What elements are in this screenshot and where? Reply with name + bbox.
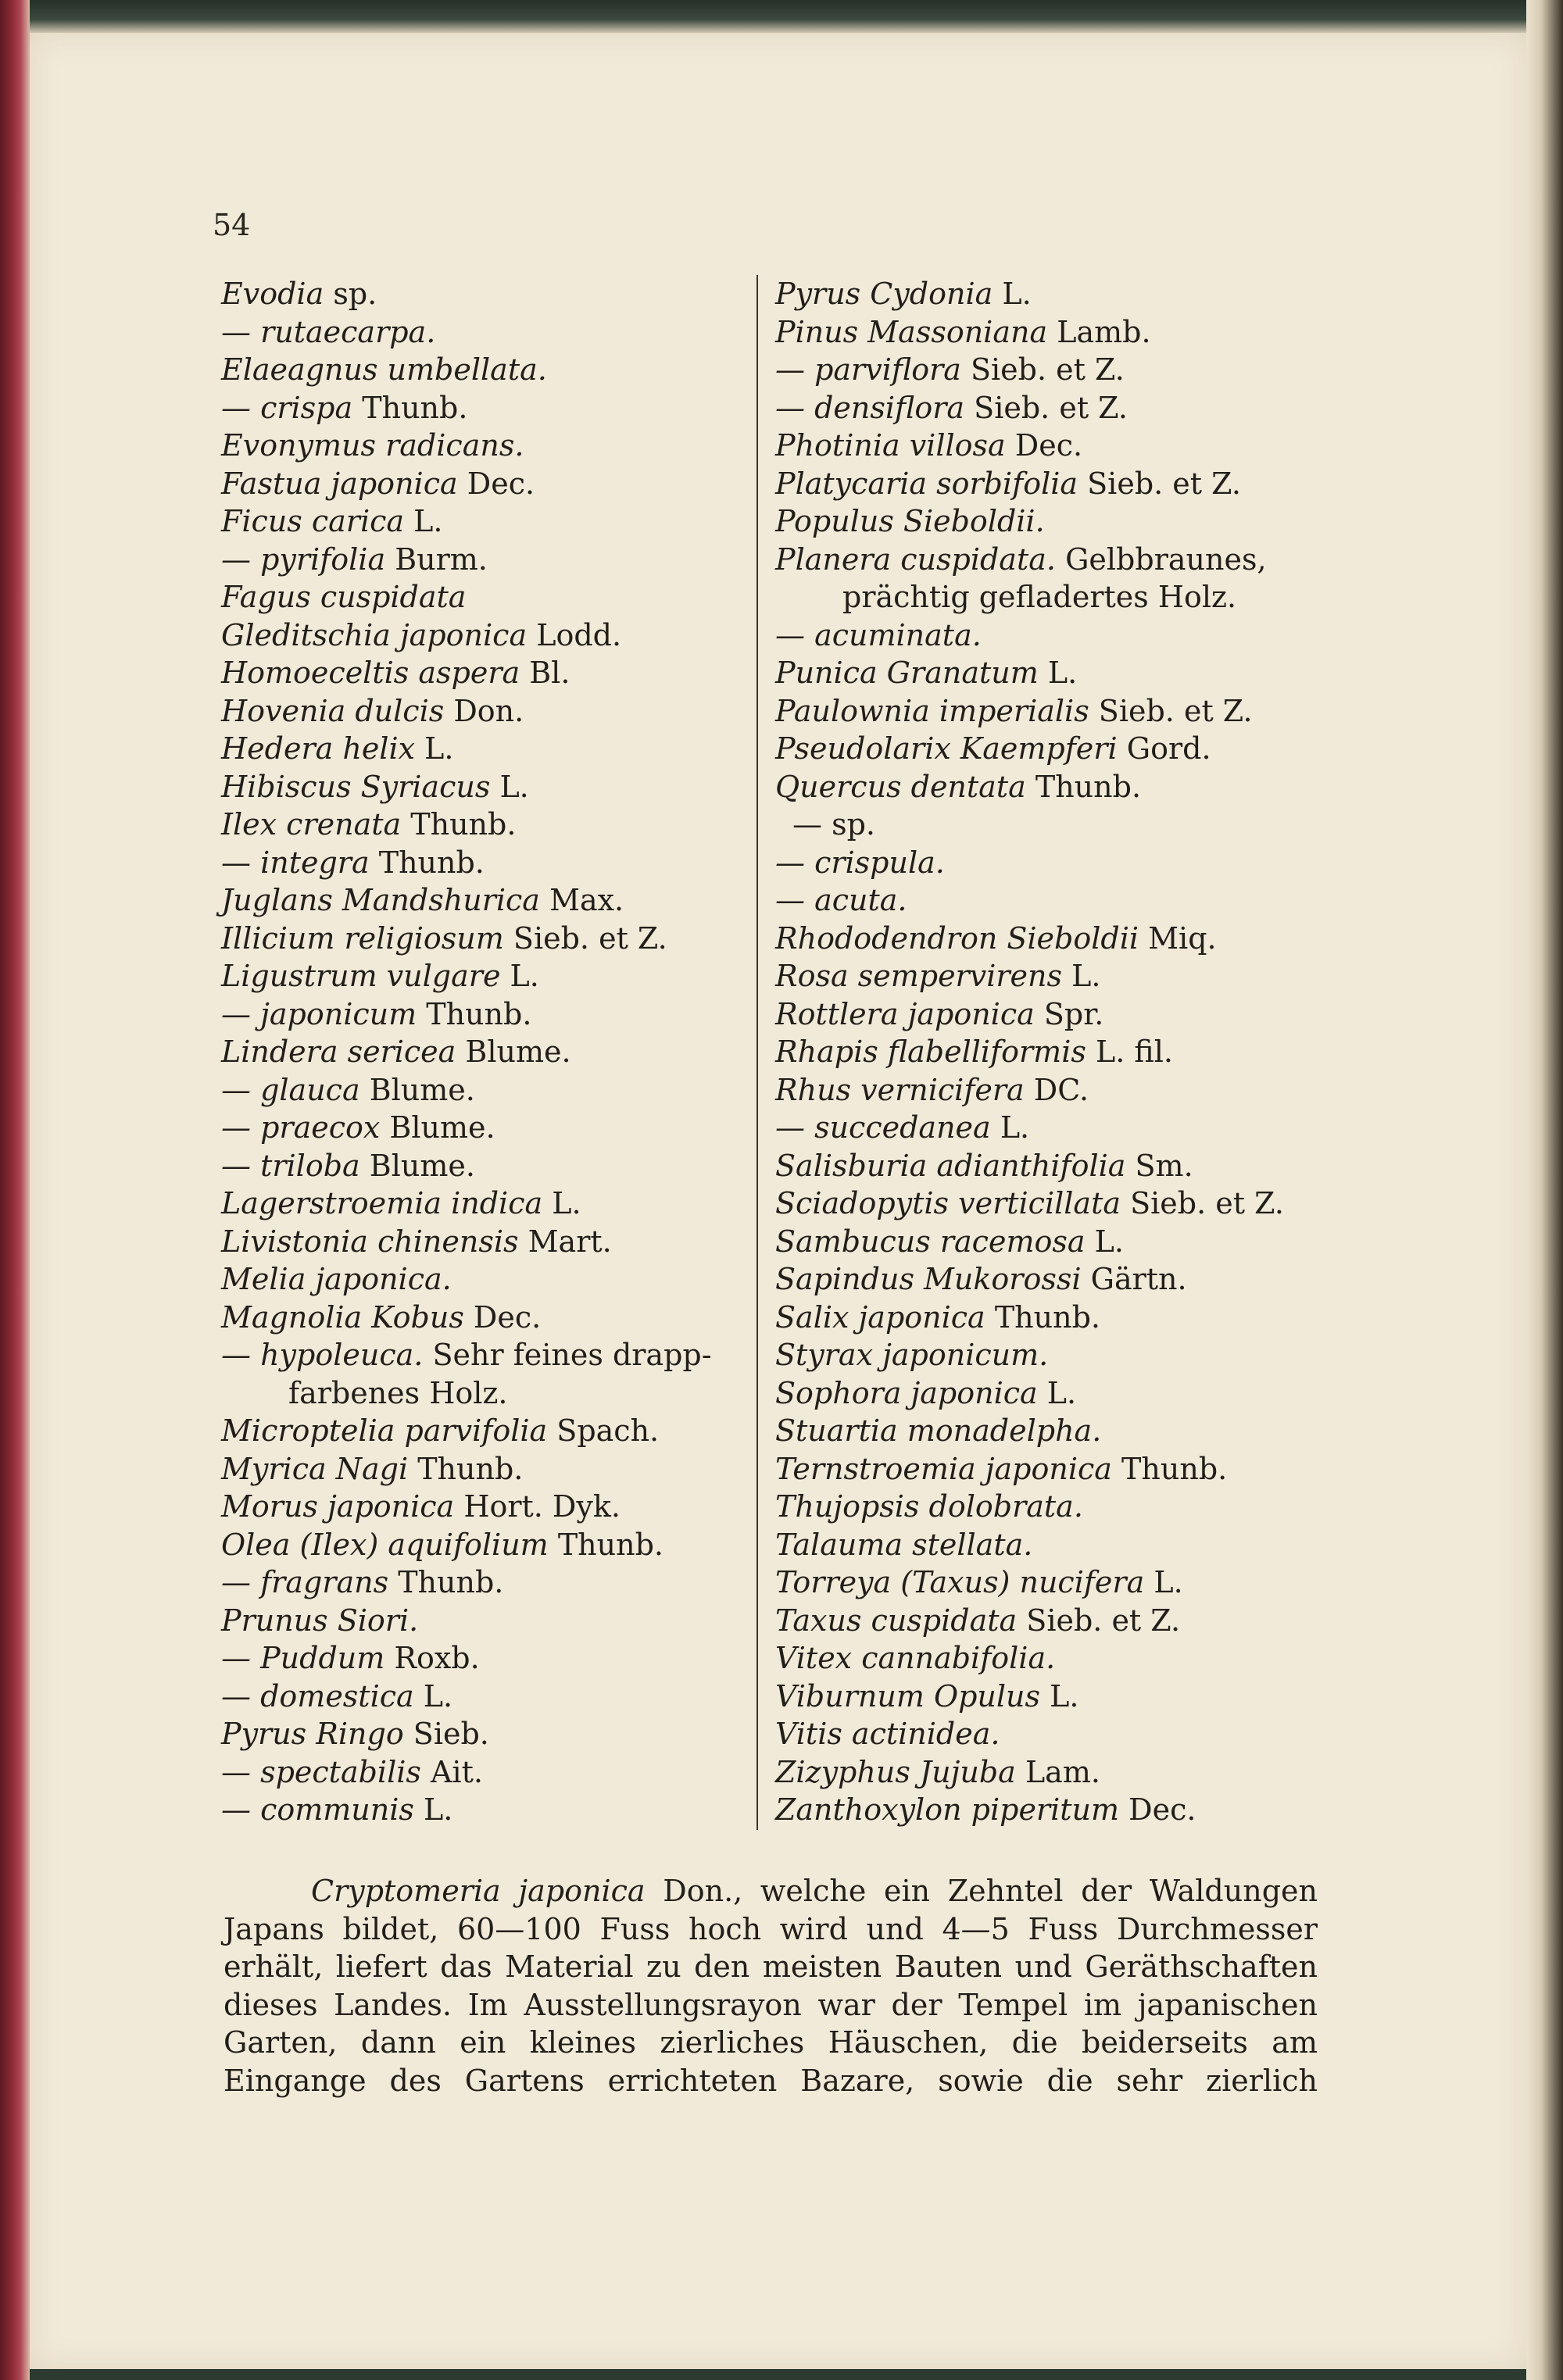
- species-author: L.: [1000, 1110, 1030, 1145]
- paragraph-line: dieses Landes. Im Ausstellungsrayon war der Tempel im japanischen: [224, 1987, 1318, 2022]
- species-entry: [775, 1526, 1284, 1564]
- species-entry: [221, 1260, 712, 1299]
- species-name: Prunus Siori.: [221, 1603, 419, 1638]
- species-entry: [221, 1033, 712, 1071]
- species-name: — densiflora: [775, 390, 965, 425]
- species-name: Sciadopytis verticillata: [775, 1186, 1121, 1220]
- species-entry: [775, 1563, 1284, 1602]
- species-name: Salisburia adianthifolia: [775, 1148, 1126, 1183]
- species-author: Thunb.: [1035, 769, 1142, 804]
- species-entry: [775, 1147, 1284, 1185]
- species-author: Blume.: [465, 1035, 571, 1069]
- species-name: — triloba: [221, 1148, 360, 1183]
- species-name: Rottlera japonica: [775, 996, 1035, 1031]
- species-entry: [221, 1678, 712, 1716]
- species-author: L.: [413, 504, 443, 538]
- species-author: Sieb.: [413, 1717, 489, 1751]
- species-entry: [775, 275, 1284, 313]
- species-entry: [775, 1071, 1284, 1110]
- species-author: Dec.: [1014, 428, 1083, 463]
- species-name: Viburnum Opulus: [775, 1678, 1041, 1714]
- species-author: L.: [1002, 277, 1032, 311]
- species-entry: [775, 1678, 1284, 1716]
- species-entry: [221, 541, 712, 579]
- species-entry: [775, 806, 1284, 844]
- species-name: Hedera helix: [221, 731, 416, 766]
- species-name: — communis: [221, 1792, 414, 1827]
- species-entry: [775, 1336, 1284, 1374]
- paragraph-line: Eingange des Gartens errichteten Bazare, sowie die sehr zierlich: [224, 2063, 1318, 2098]
- species-name: Evodia: [221, 277, 324, 311]
- species-name: Torreya (Taxus) nucifera: [775, 1565, 1145, 1599]
- species-name: Livistonia chinensis: [221, 1224, 519, 1259]
- species-author: Sieb. et Z.: [970, 352, 1125, 387]
- species-entry: [775, 389, 1284, 427]
- species-name: Punica Granatum: [775, 656, 1039, 690]
- species-name: Gleditschia japonica: [221, 617, 528, 652]
- species-name: — crispa: [221, 390, 353, 425]
- species-name: Morus japonica: [221, 1489, 455, 1524]
- species-name: — integra: [221, 845, 370, 880]
- species-author: L.: [1071, 959, 1101, 993]
- species-entry: [221, 1185, 712, 1223]
- species-entry: [221, 427, 712, 465]
- species-entry: [775, 654, 1284, 692]
- species-author: L.: [499, 769, 529, 804]
- species-name: Ficus carica: [221, 504, 405, 538]
- species-author: Gord.: [1126, 731, 1211, 766]
- paragraph-line: Japans bildet, 60—100 Fuss hoch wird und 4—5 Fuss Durchmesser: [224, 1911, 1318, 1946]
- species-name: Melia japonica.: [221, 1262, 452, 1296]
- species-author: Lam.: [1025, 1754, 1100, 1789]
- species-author: Blume.: [369, 1148, 475, 1183]
- species-author: L.: [424, 731, 454, 766]
- species-author: L.: [1094, 1224, 1124, 1259]
- species-name: Rosa sempervirens: [775, 959, 1062, 993]
- book-right-edge: [1526, 0, 1563, 2380]
- species-author: Burm.: [395, 541, 488, 577]
- species-entry: [775, 730, 1284, 768]
- species-name: — pyrifolia: [221, 541, 386, 577]
- species-name: — Puddum: [221, 1641, 385, 1675]
- species-name: Illicium religiosum: [221, 920, 504, 956]
- species-name: Pinus Massoniana: [775, 314, 1048, 349]
- book-top-edge: [0, 0, 1563, 33]
- species-entry: [775, 1753, 1284, 1792]
- species-entry: [221, 844, 712, 882]
- species-author: Dec.: [1128, 1792, 1196, 1827]
- species-author: Blume.: [389, 1110, 495, 1145]
- species-author: Thunb.: [426, 996, 532, 1031]
- species-author: Thunb.: [410, 807, 517, 842]
- species-author: Spach.: [556, 1413, 660, 1448]
- species-author: Lamb.: [1057, 314, 1151, 349]
- species-author: sp.: [333, 277, 377, 311]
- species-entry: [221, 881, 712, 920]
- species-author: Sieb. et Z.: [513, 920, 667, 956]
- species-entry: [221, 806, 712, 844]
- species-entry: [221, 275, 712, 313]
- species-author: Gelbbraunes,: [1065, 541, 1267, 577]
- species-name: Zizyphus Jujuba: [775, 1754, 1016, 1789]
- species-name: Microptelia parvifolia: [221, 1413, 548, 1448]
- species-name: Rhapis flabelliformis: [775, 1035, 1086, 1069]
- species-author: Sieb. et Z.: [1026, 1603, 1181, 1638]
- species-author: L.: [1153, 1565, 1183, 1599]
- species-name: Platycaria sorbifolia: [775, 466, 1078, 501]
- species-name: Sapindus Mukorossi: [775, 1262, 1082, 1296]
- species-author: Lodd.: [536, 617, 622, 652]
- species-name: Sambucus racemosa: [775, 1224, 1086, 1259]
- species-entry: [221, 1526, 712, 1564]
- paragraph-line-text: Don., welche ein Zehntel der Waldungen: [663, 1874, 1318, 1908]
- species-name: Lindera sericea: [221, 1035, 456, 1069]
- paragraph-lead-name: Cryptomeria japonica: [311, 1874, 646, 1908]
- species-author: Ait.: [430, 1754, 483, 1789]
- species-entry: [775, 844, 1284, 882]
- species-name: Thujopsis dolobrata.: [775, 1489, 1083, 1524]
- species-name: — crispula.: [775, 845, 945, 880]
- species-name: Styrax japonicum.: [775, 1338, 1049, 1372]
- page-number: 54: [213, 208, 251, 242]
- species-name: Homoeceltis aspera: [221, 656, 520, 690]
- species-name: Olea (Ilex) aquifolium: [221, 1527, 549, 1562]
- species-name: — praecox: [221, 1110, 381, 1145]
- species-name: Ternstroemia japonica: [775, 1451, 1112, 1486]
- species-author: Spr.: [1043, 996, 1104, 1031]
- species-name: Zanthoxylon piperitum: [775, 1792, 1120, 1827]
- species-author: L.: [423, 1678, 453, 1714]
- species-author: L.: [1046, 1375, 1077, 1410]
- species-entry: [775, 768, 1284, 806]
- species-author: Thunb.: [994, 1299, 1100, 1335]
- species-name: Rhododendron Sieboldii: [775, 920, 1139, 956]
- species-name: Magnolia Kobus: [221, 1299, 464, 1335]
- book-binding-edge: [0, 0, 30, 2380]
- species-author: Miq.: [1148, 920, 1217, 956]
- species-entry: [775, 351, 1284, 389]
- species-entry: [221, 1450, 712, 1488]
- species-author: Dec.: [467, 466, 535, 501]
- species-author: Max.: [549, 883, 624, 917]
- species-entry: [221, 578, 712, 616]
- species-name: — succedanea: [775, 1110, 991, 1145]
- species-entry: [221, 1488, 712, 1526]
- species-name: Fagus cuspidata: [221, 580, 467, 614]
- species-name: Planera cuspidata.: [775, 541, 1056, 577]
- species-entry: [221, 1791, 712, 1829]
- species-name: Pyrus Ringo: [221, 1717, 404, 1751]
- species-entry: [221, 1147, 712, 1185]
- species-name: Talauma stellata.: [775, 1527, 1033, 1562]
- species-list-right: [775, 275, 1284, 1829]
- species-author: Sieb. et Z.: [974, 390, 1128, 425]
- species-name: Fastua japonica: [221, 466, 458, 501]
- species-name: Juglans Mandshurica: [221, 883, 540, 917]
- species-author: Thunb.: [557, 1527, 663, 1562]
- species-entry: [221, 1753, 712, 1792]
- species-name: Paulownia imperialis: [775, 693, 1089, 728]
- species-author: Don.: [453, 693, 524, 728]
- species-author: Blume.: [369, 1072, 475, 1107]
- species-entry: [221, 1299, 712, 1337]
- species-name: Rhus vernicifera: [775, 1072, 1025, 1107]
- species-entry: [775, 692, 1284, 731]
- species-entry: [221, 1374, 712, 1413]
- species-entry: [775, 578, 1284, 616]
- species-author: Thunb.: [1121, 1451, 1228, 1486]
- species-author: Thunb.: [417, 1451, 524, 1486]
- species-entry: [221, 351, 712, 389]
- species-entry: [221, 995, 712, 1034]
- species-entry: [775, 1260, 1284, 1299]
- species-entry: [221, 1223, 712, 1261]
- species-list-left: [221, 275, 712, 1829]
- species-entry: [775, 1374, 1284, 1413]
- species-entry: [775, 1109, 1284, 1147]
- species-name: — japonicum: [221, 996, 417, 1031]
- species-name: Vitex cannabifolia.: [775, 1641, 1056, 1675]
- species-entry: [221, 389, 712, 427]
- species-entry: [221, 616, 712, 655]
- species-name: Myrica Nagi: [221, 1451, 409, 1486]
- species-name: Populus Sieboldii.: [775, 504, 1045, 538]
- species-entry: [775, 465, 1284, 503]
- species-name: Hibiscus Syriacus: [221, 769, 491, 804]
- species-name: Pseudolarix Kaempferi: [775, 731, 1118, 766]
- species-entry: [775, 1299, 1284, 1337]
- species-name: Salix japonica: [775, 1299, 985, 1335]
- species-author: Thunb.: [378, 845, 485, 880]
- species-name: Ilex crenata: [221, 807, 402, 842]
- species-name: — acuta.: [775, 883, 907, 917]
- species-entry: [221, 1715, 712, 1753]
- species-author: prächtig gefladertes Holz.: [842, 580, 1237, 614]
- species-entry: [221, 957, 712, 995]
- species-author: L.: [1050, 1678, 1079, 1714]
- species-name: — domestica: [221, 1678, 414, 1714]
- species-entry: [221, 730, 712, 768]
- species-author: Hort. Dyk.: [463, 1489, 621, 1524]
- species-author: Thunb.: [362, 390, 468, 425]
- species-entry: [775, 313, 1284, 352]
- species-author: Roxb.: [394, 1641, 480, 1675]
- species-name: — parviflora: [775, 352, 961, 387]
- species-author: farbenes Holz.: [288, 1375, 508, 1410]
- species-name: Sophora japonica: [775, 1375, 1038, 1410]
- species-entry: [775, 995, 1284, 1034]
- species-entry: [221, 1109, 712, 1147]
- species-entry: [775, 1715, 1284, 1753]
- species-author: — sp.: [792, 807, 875, 842]
- species-entry: [221, 1563, 712, 1602]
- species-author: Sieb. et Z.: [1087, 466, 1241, 501]
- species-name: Elaeagnus umbellata.: [221, 352, 547, 387]
- species-name: Photinia villosa: [775, 428, 1006, 463]
- species-name: Taxus cuspidata: [775, 1603, 1018, 1638]
- species-name: — glauca: [221, 1072, 360, 1107]
- species-entry: [775, 541, 1284, 579]
- species-entry: [221, 1336, 712, 1374]
- paragraph-line: erhält, liefert das Material zu den meisten Bauten und Geräthschaften: [224, 1949, 1318, 1984]
- species-entry: [221, 692, 712, 731]
- species-entry: [221, 313, 712, 352]
- species-entry: [775, 920, 1284, 958]
- species-entry: [775, 1791, 1284, 1829]
- species-entry: [775, 1639, 1284, 1678]
- species-author: Sehr feines drapp-: [432, 1338, 712, 1372]
- species-entry: [775, 427, 1284, 465]
- species-name: — acuminata.: [775, 617, 982, 652]
- species-entry: [221, 920, 712, 958]
- species-entry: [775, 502, 1284, 541]
- column-divider: [756, 275, 758, 1830]
- species-entry: [221, 1639, 712, 1678]
- species-author: Gärtn.: [1090, 1262, 1187, 1296]
- species-entry: [221, 502, 712, 541]
- species-author: L.: [1047, 656, 1078, 690]
- species-author: L.: [552, 1186, 581, 1220]
- species-name: — rutaecarpa.: [221, 314, 436, 349]
- species-name: — hypoleuca.: [221, 1338, 424, 1372]
- paragraph-line: [224, 1872, 1318, 1910]
- species-author: Thunb.: [398, 1565, 504, 1599]
- species-author: L.: [510, 959, 539, 993]
- species-name: Vitis actinidea.: [775, 1717, 1000, 1751]
- species-name: — fragrans: [221, 1565, 389, 1599]
- species-name: Evonymus radicans.: [221, 428, 524, 463]
- species-author: Sieb. et Z.: [1098, 693, 1253, 728]
- species-entry: [775, 1412, 1284, 1450]
- species-entry: [775, 616, 1284, 655]
- species-author: DC.: [1033, 1072, 1089, 1107]
- species-entry: [775, 1488, 1284, 1526]
- species-entry: [775, 1033, 1284, 1071]
- species-author: L.: [424, 1792, 453, 1827]
- species-author: Mart.: [528, 1224, 612, 1259]
- species-name: Ligustrum vulgare: [221, 959, 501, 993]
- species-entry: [775, 1450, 1284, 1488]
- species-author: Bl.: [529, 656, 570, 690]
- species-entry: [775, 1602, 1284, 1640]
- species-author: L. fil.: [1095, 1035, 1173, 1069]
- species-entry: [775, 1185, 1284, 1223]
- species-name: Pyrus Cydonia: [775, 277, 993, 311]
- species-name: — spectabilis: [221, 1754, 421, 1789]
- species-entry: [221, 1602, 712, 1640]
- cryptomeria-paragraph: [224, 1872, 1318, 2099]
- species-name: Lagerstroemia indica: [221, 1186, 543, 1220]
- species-entry: [775, 1223, 1284, 1261]
- species-entry: [775, 957, 1284, 995]
- species-entry: [221, 465, 712, 503]
- species-name: Hovenia dulcis: [221, 693, 445, 728]
- species-name: Stuartia monadelpha.: [775, 1413, 1102, 1448]
- species-entry: [221, 1412, 712, 1450]
- species-entry: [221, 654, 712, 692]
- species-author: Dec.: [473, 1299, 542, 1335]
- species-entry: [775, 881, 1284, 920]
- paragraph-line: Garten, dann ein kleines zierliches Häuschen, die beiderseits am: [224, 2025, 1318, 2060]
- species-entry: [221, 1071, 712, 1110]
- species-name: Quercus dentata: [775, 769, 1026, 804]
- species-author: Sm.: [1135, 1148, 1193, 1183]
- species-author: Sieb. et Z.: [1130, 1186, 1284, 1220]
- species-entry: [221, 768, 712, 806]
